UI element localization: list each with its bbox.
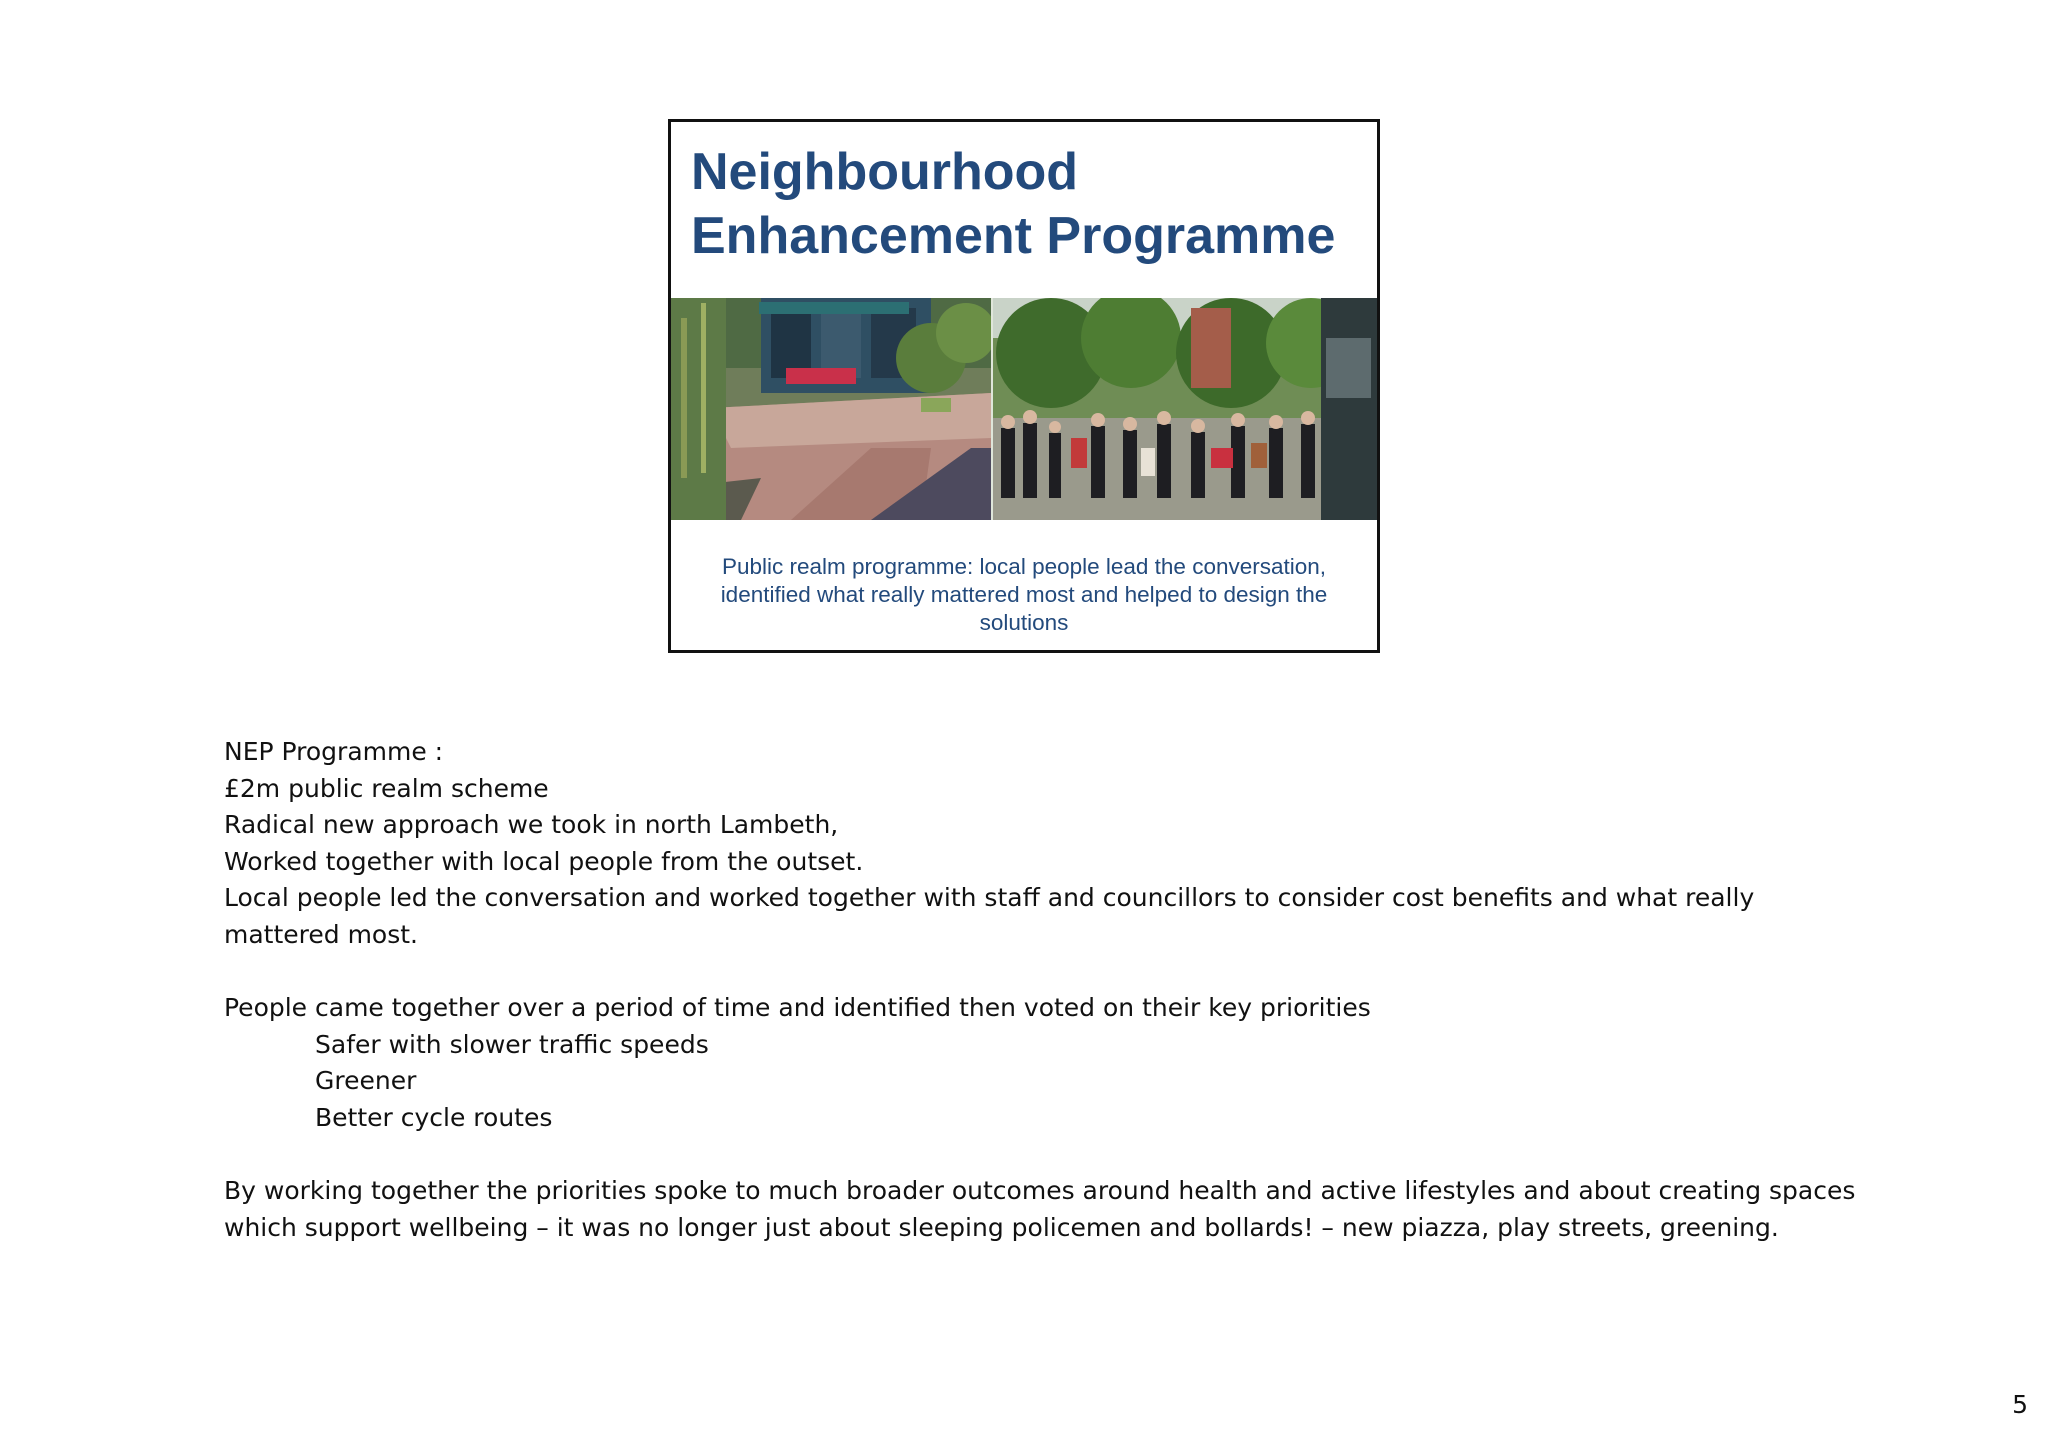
slide-title-line-2: Enhancement Programme bbox=[691, 207, 1336, 265]
priority-item: Better cycle routes bbox=[315, 1102, 553, 1132]
notes-line: Local people led the conversation and worked together with staff and councillors to consider cost benefits and what really bbox=[224, 883, 1755, 913]
notes-line: £2m public realm scheme bbox=[224, 773, 549, 803]
notes-line: By working together the priorities spoke to much broader outcomes around health and active lifestyles and about creating spaces bbox=[224, 1176, 1856, 1206]
slide-title bbox=[691, 140, 1371, 268]
page-number: 5 bbox=[2012, 1390, 2028, 1419]
slide-title-line-1: Neighbourhood bbox=[691, 143, 1079, 201]
speaker-notes bbox=[224, 734, 1864, 1246]
slide-caption: Public realm programme: local people lead the conversation, identified what really mattered most and helped to design the solutions bbox=[720, 554, 1328, 635]
photo-strip bbox=[671, 298, 1377, 520]
notes-line: Radical new approach we took in north Lambeth, bbox=[224, 810, 839, 840]
notes-line: NEP Programme : bbox=[224, 737, 444, 766]
notes-line: which support wellbeing – it was no longer just about sleeping policemen and bollards! – new piazza, play streets, greening. bbox=[224, 1212, 1779, 1242]
priority-item: Greener bbox=[315, 1066, 417, 1096]
priority-item: Safer with slower traffic speeds bbox=[315, 1029, 709, 1059]
paragraph-gap bbox=[224, 1137, 1864, 1174]
street-gathering-photo bbox=[991, 298, 1377, 520]
notes-line: Worked together with local people from the outset. bbox=[224, 846, 864, 876]
street-paving-photo bbox=[671, 298, 996, 520]
notes-line: mattered most. bbox=[224, 919, 419, 949]
slide-thumbnail bbox=[668, 119, 1380, 653]
paragraph-gap bbox=[224, 954, 1864, 991]
notes-line: People came together over a period of time and identified then voted on their key priorities bbox=[224, 993, 1371, 1023]
